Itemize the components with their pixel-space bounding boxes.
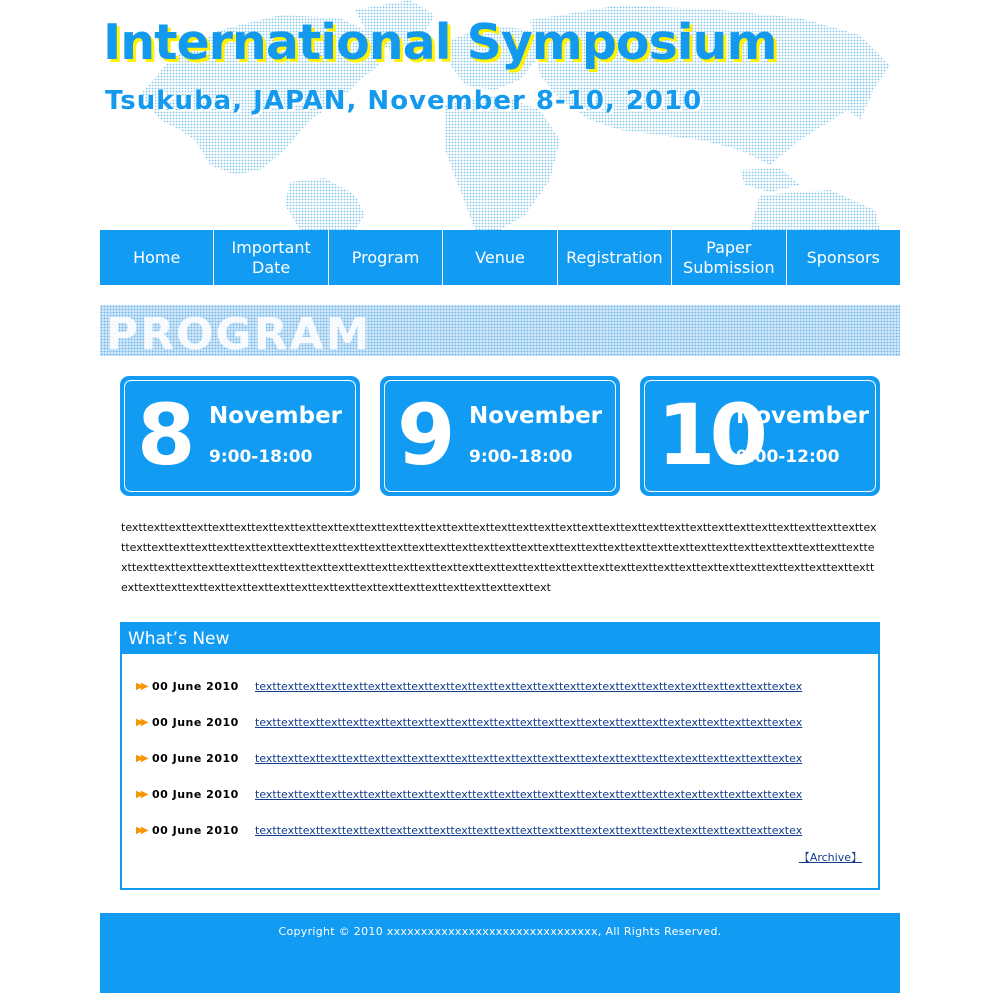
day-month: November [736, 403, 870, 429]
news-item [136, 668, 878, 704]
day-number: 10 [657, 386, 762, 484]
footer [100, 913, 900, 993]
day-month: November [469, 403, 603, 429]
header [100, 0, 900, 230]
news-link[interactable]: texttexttexttexttexttexttexttexttexttexttexttexttexttexttexttextexttexttexttextexttexttexttexttextex [255, 823, 803, 837]
nav-sponsors[interactable]: Sponsors [806, 247, 880, 267]
page [100, 0, 900, 993]
news-item [136, 812, 878, 848]
program-description: texttexttexttexttexttexttexttexttexttexttexttexttexttexttexttexttexttexttexttexttexttexttexttexttexttexttexttexttexttexttexttexttexttexttexttexttexttexttexttexttexttexttexttexttexttexttexttexttexttexttexttexttexttexttexttexttexttexttexttexttexttexttexttexttexttexttexttexttexttexttexttexttexttexttexttexttexttexttexttexttexttexttexttexttexttexttexttexttexttexttexttexttexttexttexttexttexttexttexttexttexttexttexttexttexttexttexttexttexttexttexttexttexttexttexttexttexttexttexttexttexttexttexttext [121, 521, 877, 594]
news-date: 00 June 2010 [152, 715, 239, 729]
whats-new-title: What’s New [122, 624, 878, 654]
news-item [136, 704, 878, 740]
program-banner [100, 305, 900, 356]
day-number: 9 [397, 386, 450, 484]
news-item [136, 740, 878, 776]
news-date: 00 June 2010 [152, 823, 239, 837]
day-month: November [209, 403, 343, 429]
site-subtitle: Tsukuba, JAPAN, November 8-10, 2010 [105, 86, 703, 116]
site-title: International Symposium [103, 14, 777, 71]
nav-registration[interactable]: Registration [558, 230, 672, 285]
nav-program[interactable]: Program [329, 230, 443, 285]
nav-home[interactable]: Home [100, 230, 214, 285]
double-arrow-icon: ▶▶ [136, 752, 146, 764]
double-arrow-icon: ▶▶ [136, 788, 146, 800]
news-link[interactable]: texttexttexttexttexttexttexttexttexttexttexttexttexttexttexttextexttexttexttextexttexttexttexttextex [255, 751, 803, 765]
day-card-1 [120, 376, 360, 496]
nav-paper-submission[interactable]: Paper Submission [672, 230, 786, 285]
archive-row [122, 849, 878, 865]
day-card-3 [640, 376, 880, 496]
nav-important-date[interactable]: Important Date [214, 230, 328, 285]
double-arrow-icon: ▶▶ [136, 824, 146, 836]
copyright-text: Copyright © 2010 xxxxxxxxxxxxxxxxxxxxxxxxxxxxxxx, All Rights Reserved. [278, 925, 722, 938]
news-item [136, 776, 878, 812]
news-date: 00 June 2010 [152, 751, 239, 765]
program-days [100, 376, 900, 496]
day-card-2 [380, 376, 620, 496]
news-date: 00 June 2010 [152, 679, 239, 693]
news-list [122, 654, 878, 848]
whats-new-box [120, 622, 880, 890]
news-link[interactable]: texttexttexttexttexttexttexttexttexttexttexttexttexttexttexttextexttexttexttextexttexttexttexttextex [255, 679, 803, 693]
news-date: 00 June 2010 [152, 787, 239, 801]
day-number: 8 [137, 386, 190, 484]
news-link[interactable]: texttexttexttexttexttexttexttexttexttexttexttexttexttexttexttextexttexttexttextexttexttexttexttextex [255, 715, 803, 729]
news-link[interactable]: texttexttexttexttexttexttexttexttexttexttexttexttexttexttexttextexttexttexttextexttexttexttexttextex [255, 787, 803, 801]
day-card-inner [124, 380, 356, 492]
program-banner-title: PROGRAM [106, 309, 372, 356]
day-time: 9:00-18:00 [469, 447, 573, 467]
archive-link[interactable]: 【Archive】 [798, 851, 862, 864]
main-nav [100, 230, 900, 285]
double-arrow-icon: ▶▶ [136, 716, 146, 728]
nav-venue[interactable]: Venue [443, 230, 557, 285]
day-card-inner [384, 380, 616, 492]
double-arrow-icon: ▶▶ [136, 680, 146, 692]
day-time: 9:00-18:00 [209, 447, 313, 467]
day-time: 9:00-12:00 [736, 447, 840, 467]
day-card-inner [644, 380, 876, 492]
